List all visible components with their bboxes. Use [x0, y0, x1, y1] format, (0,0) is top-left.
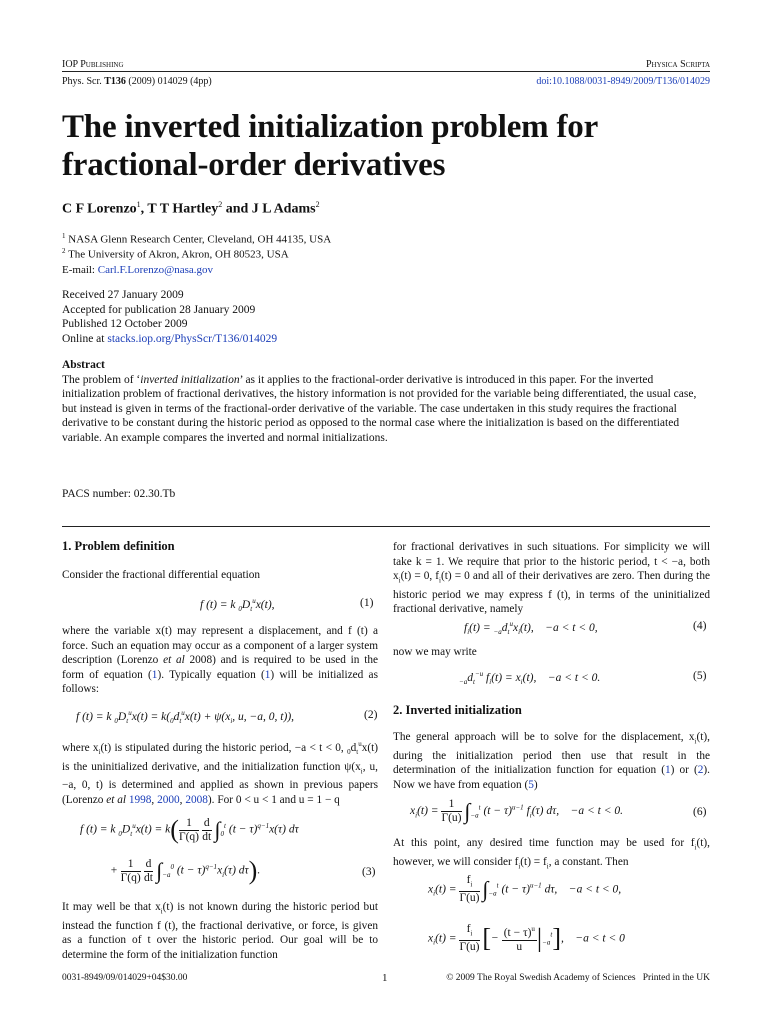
section-1-para-3: where $x_i(t)$ is stipulated during the historic period, −a < t < 0, $_0d_t^ux(t)$ is the uninitialized derivative, and the initialization function $\psi(x_i$, u, −a, 0, t) is determined and applied as shown in previous papers (Lorenzo et al 1998, 2000, 2008). For 0 < u < 1 and u = 1 − q [62, 740, 378, 806]
section-2-heading: 2. Inverted initialization [393, 703, 522, 717]
abstract-text: The problem of ‘inverted initialization’ as it applies to the fractional-order derivative is introduced in this paper. For the inverted initialization problem of fractional derivatives, the history information is not provided for the variable being differentiated, the usual case, but instead is given in terms of the fractional-order derivative of the variable. The case undertaken in this study requires the fractional derivative to be constant during the historic period as opposed to the normal case where the initialization is based on the differentiated variable. An example compares the inverted and normal initializations. [62, 373, 697, 444]
section-2-para-2: At this point, any desired time function may be used for $f_i(t)$, however, we will consider $f_i(t) = f_i$, a constant. Then [393, 837, 710, 870]
received-date: Received 27 January 2009 [62, 289, 184, 301]
equation-4-number: (4) [693, 620, 707, 632]
email-link[interactable]: Carl.F.Lorenzo@nasa.gov [97, 264, 213, 276]
accepted-date: Accepted for publication 28 January 2009 [62, 303, 256, 316]
section-1-heading: 1. Problem definition [62, 539, 175, 553]
footer-copyright: © 2009 The Royal Swedish Academy of Sciences Printed in the UK [446, 973, 710, 983]
pacs-number: PACS number: 02.30.Tb [62, 488, 176, 500]
footer-code: 0031-8949/09/014029+04$30.00 [62, 973, 188, 983]
section-1-para-2: where the variable x(t) may represent a displacement, and f (t) a force. Such an equation may occur as a component of a larger system description (Lorenzo et al 2008) and is required to be used in the form of equation (1). Typically equation (1) will be initialized as follows: [62, 625, 378, 695]
email-line: E-mail: Carl.F.Lorenzo@nasa.gov [62, 264, 213, 276]
equation-5: $_{-a}d_t^{-u}$ $f_i(t) = x_i(t)$, −a < t < 0. [459, 670, 601, 687]
section-1-intro: Consider the fractional differential equation [62, 569, 261, 581]
equation-6-number: (6) [693, 806, 707, 818]
citation: Phys. Scr. T136 (2009) 014029 (4pp) [62, 76, 212, 87]
affiliation-2: $^2$ The University of Akron, Akron, OH 80523, USA [62, 247, 289, 261]
equation-8: $x_i(t)$ = $\frac{f_i}{\Gamma(u)}$ [− $\frac{(t - \tau)^u}{u}$ $|_{-a}^t$], −a < t < 0 [428, 923, 625, 954]
page-number: 1 [382, 972, 388, 984]
publication-dates [62, 288, 277, 346]
equation-7: $x_i(t)$ = $\frac{f_i}{\Gamma(u)}$ $\int_{-a}^t$ $(t - \tau)^{u-1}$ dτ, −a < t < 0, [428, 874, 622, 905]
column-2-para-1: for fractional derivatives in such situations. For simplicity we will take k = 1. We require that prior to the historic period, t < −a, both $x_i(t) = 0$, $f_i(t) = 0$ and all of their derivatives are zero. Then during the historic period we may express f (t), in terms of the uninitialized fractional derivative, namely [393, 541, 710, 616]
section-2-para-1: The general approach will be to solve for the displacement, $x_i(t)$, during the initialization period then use that result in the determination of the initialization function for equation (1) or (2). Now we have from equation (5) [393, 731, 710, 791]
equation-6: $x_i(t)$ = $\frac{1}{\Gamma(u)}$ $\int_{-a}^t$ $(t - \tau)^{u-1}$ $f_i(\tau)$ dτ, −a < t < 0. [410, 798, 623, 824]
column-2-para-2: now we may write [393, 646, 477, 658]
doi-link[interactable]: doi:10.1088/0031-8949/2009/T136/014029 [536, 76, 710, 87]
journal-name: Physica Scripta [645, 59, 710, 70]
abstract [62, 358, 712, 445]
equation-2-number: (2) [364, 709, 378, 721]
author-list: C F Lorenzo$^1$, T T Hartley$^2$ and J L Adams$^2$ [62, 200, 320, 217]
published-date: Published 12 October 2009 [62, 318, 188, 330]
equation-3-line-1: f (t) = k $_0D_t^ux(t) = k$( $\frac{1}{\Gamma(q)}$ $\frac{d}{dt}$ $\int_0^t$ $(t - \tau)^{q-1}x(\tau)$ dτ [80, 815, 299, 844]
abstract-heading: Abstract [62, 359, 105, 371]
affiliation-1: $^1$ NASA Glenn Research Center, Cleveland, OH 44135, USA [62, 232, 332, 246]
header-rule [62, 71, 710, 72]
section-rule [62, 526, 710, 527]
paper-title: The inverted initialization problem for fractional-order derivatives [62, 109, 598, 183]
publisher-name: IOP Publishing [62, 59, 124, 70]
equation-5-number: (5) [693, 670, 707, 682]
section-1-para-4: It may well be that $x_i(t)$ is not known during the historic period but instead the function f (t), the fractional derivative, or force, is given as a function of t over the historic period. Our goal will be to determine the form of the initialization function [62, 901, 378, 961]
online-link[interactable]: stacks.iop.org/PhysScr/T136/014029 [107, 332, 278, 345]
equation-1-number: (1) [360, 597, 374, 609]
equation-2: f (t) = k $_0D_t^ux(t) = k(_0d_t^ux(t) + \psi(x_i$, u, −a, 0, t)), [76, 709, 295, 726]
online-line: Online at stacks.iop.org/PhysScr/T136/014029 [62, 332, 278, 345]
equation-3-line-2: + $\frac{1}{\Gamma(q)}$ $\frac{d}{dt}$ $\int_{-a}^0$ $(t - \tau)^{q-1}x_i(\tau)$ dτ). [110, 856, 261, 885]
equation-4: $f_i(t) = _{-a}d_t^ux_i(t)$, −a < t < 0, [464, 620, 598, 637]
equation-3-number: (3) [362, 866, 376, 878]
equation-1: f (t) = k $_0D_t^ux(t)$, [200, 597, 275, 614]
